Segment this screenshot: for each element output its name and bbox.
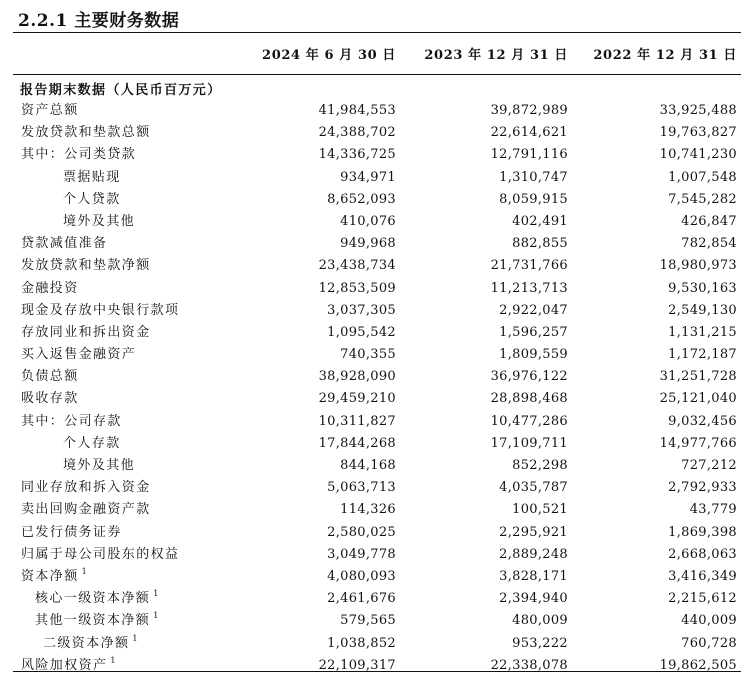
row-value-col-2: 882,855 (512, 236, 568, 252)
footnote-marker: 1 (153, 589, 159, 599)
table-row (13, 211, 741, 233)
table-row (13, 499, 741, 521)
row-label (21, 366, 79, 388)
row-value-col-2: 953,222 (512, 635, 568, 651)
row-label-text: 归属于母公司股东的权益 (21, 546, 180, 562)
row-value-col-1: 2,580,025 (327, 524, 396, 540)
row-value-col-1: 579,565 (340, 613, 396, 629)
table-row (13, 633, 741, 655)
row-value-col-1: 114,326 (340, 502, 396, 518)
row-label-text: 核心一级资本净额 (35, 591, 151, 607)
row-label (21, 233, 107, 255)
table-bottom-rule (13, 671, 741, 672)
row-value-col-3: 25,121,040 (659, 391, 737, 407)
row-value-col-2: 10,477,286 (490, 413, 568, 429)
row-label (21, 411, 122, 433)
table-row (13, 278, 741, 300)
row-value-col-1: 934,971 (340, 169, 396, 185)
row-value-col-3: 19,862,505 (659, 657, 737, 673)
table-row (13, 100, 741, 122)
row-value-col-1: 1,095,542 (327, 324, 396, 340)
row-label (21, 522, 122, 544)
row-value-col-2: 2,394,940 (499, 591, 568, 607)
row-label (21, 388, 79, 410)
table-row (13, 588, 741, 610)
row-label-text: 其中：公司类贷款 (21, 147, 137, 163)
row-value-col-2: 852,298 (512, 458, 568, 473)
table-top-rule (13, 32, 741, 33)
table-row (13, 122, 741, 144)
row-value-col-2: 1,596,257 (499, 324, 568, 340)
row-value-col-3: 1,007,548 (668, 169, 737, 185)
row-label-text: 境外及其他 (63, 458, 136, 473)
row-value-col-3: 2,668,063 (668, 546, 737, 562)
row-value-col-1: 17,844,268 (318, 435, 396, 451)
row-value-col-1: 844,168 (340, 458, 396, 473)
row-value-col-3: 3,416,349 (668, 568, 737, 584)
table-row (13, 144, 741, 166)
row-label-text: 贷款减值准备 (21, 236, 108, 252)
row-value-col-3: 1,172,187 (668, 347, 737, 363)
row-value-col-1: 1,038,852 (327, 635, 396, 651)
row-value-col-2: 22,338,078 (490, 657, 568, 673)
row-label (21, 278, 79, 300)
footnote-marker: 1 (110, 655, 116, 665)
row-label-text: 买入返售金融资产 (21, 347, 137, 363)
table-row (13, 233, 741, 255)
section-heading: 报告期末数据（人民币百万元） (20, 83, 222, 98)
row-value-col-1: 8,652,093 (327, 191, 396, 207)
row-label-text: 其他一级资本净额 (35, 613, 151, 629)
row-value-col-1: 29,459,210 (318, 391, 396, 407)
table-row (13, 544, 741, 566)
row-value-col-2: 480,009 (512, 613, 568, 629)
row-label-text: 存放同业和拆出资金 (21, 324, 151, 340)
row-value-col-3: 7,545,282 (668, 191, 737, 207)
row-value-col-1: 3,049,778 (327, 546, 396, 562)
row-value-col-2: 12,791,116 (490, 147, 568, 163)
footnote-marker: 1 (153, 611, 159, 621)
row-label (63, 167, 121, 189)
row-value-col-1: 4,080,093 (327, 568, 396, 584)
row-label-text: 资本净额 (21, 568, 79, 584)
row-label-text: 吸收存款 (21, 391, 79, 407)
row-label (21, 122, 151, 144)
row-value-col-3: 14,977,766 (659, 435, 737, 451)
row-value-col-2: 4,035,787 (499, 480, 568, 496)
table-row (13, 522, 741, 544)
row-value-col-1: 14,336,725 (318, 147, 396, 163)
column-header-2024-06-30: 2024 年 6 月 30 日 (262, 48, 396, 63)
row-value-col-2: 39,872,989 (490, 103, 568, 118)
row-label-text: 票据贴现 (63, 169, 121, 185)
row-value-col-3: 2,215,612 (668, 591, 737, 607)
row-label (21, 322, 151, 344)
row-value-col-3: 2,549,130 (668, 302, 737, 318)
row-label (63, 433, 121, 455)
row-label-text: 资产总额 (21, 103, 79, 118)
row-value-col-2: 402,491 (512, 213, 568, 229)
row-label-text: 卖出回购金融资产款 (21, 502, 151, 518)
row-value-col-2: 36,976,122 (490, 369, 568, 385)
row-value-col-2: 17,109,711 (490, 435, 568, 451)
table-row (13, 411, 741, 433)
row-value-col-1: 12,853,509 (318, 280, 396, 296)
table-row (13, 566, 741, 588)
row-value-col-2: 1,809,559 (499, 347, 568, 363)
row-value-col-1: 949,968 (340, 236, 396, 252)
row-value-col-3: 43,779 (689, 502, 737, 518)
page-title: 2.2.1 主要财务数据 (18, 11, 180, 31)
table-row (13, 255, 741, 277)
row-value-col-2: 100,521 (512, 502, 568, 518)
row-value-col-1: 10,311,827 (318, 413, 396, 429)
footnote-marker: 1 (81, 566, 87, 576)
row-label (35, 588, 158, 610)
row-value-col-3: 19,763,827 (659, 125, 737, 141)
column-header-2023-12-31: 2023 年 12 月 31 日 (424, 48, 568, 63)
row-value-col-1: 23,438,734 (318, 258, 396, 274)
row-value-col-2: 21,731,766 (490, 258, 568, 274)
row-value-col-3: 33,925,488 (659, 103, 737, 118)
table-row (13, 610, 741, 632)
footnote-marker: 1 (132, 633, 138, 643)
row-label (21, 499, 151, 521)
row-value-col-2: 11,213,713 (490, 280, 568, 296)
row-label (63, 211, 135, 233)
row-label-text: 个人存款 (63, 435, 121, 451)
row-value-col-3: 2,792,933 (668, 480, 737, 496)
row-label-text: 境外及其他 (63, 213, 136, 229)
row-label-text: 现金及存放中央银行款项 (21, 302, 180, 318)
row-value-col-3: 9,032,456 (668, 413, 737, 429)
row-value-col-3: 426,847 (681, 213, 737, 229)
row-label-text: 负债总额 (21, 369, 79, 385)
table-row (13, 322, 741, 344)
table-row (13, 477, 741, 499)
row-label-text: 发放贷款和垫款总额 (21, 125, 151, 141)
row-label (21, 477, 151, 499)
table-header (13, 38, 741, 72)
row-value-col-3: 10,741,230 (659, 147, 737, 163)
row-value-col-1: 41,984,553 (318, 103, 396, 118)
row-value-col-3: 18,980,973 (659, 258, 737, 274)
row-value-col-1: 5,063,713 (327, 480, 396, 496)
row-value-col-3: 31,251,728 (659, 369, 737, 385)
row-label (35, 610, 158, 632)
row-label-text: 发放贷款和垫款净额 (21, 258, 151, 274)
table-row (13, 366, 741, 388)
row-value-col-2: 22,614,621 (490, 125, 568, 141)
row-value-col-3: 440,009 (681, 613, 737, 629)
column-header-2022-12-31: 2022 年 12 月 31 日 (593, 48, 737, 63)
row-label-text: 金融投资 (21, 280, 79, 296)
financial-data-table-body (13, 100, 741, 677)
row-value-col-3: 727,212 (681, 458, 737, 473)
row-value-col-2: 1,310,747 (499, 169, 568, 185)
row-value-col-2: 3,828,171 (499, 568, 568, 584)
table-row (13, 300, 741, 322)
table-row (13, 189, 741, 211)
row-value-col-3: 760,728 (681, 635, 737, 651)
row-label-text: 同业存放和拆入资金 (21, 480, 151, 496)
row-value-col-2: 2,295,921 (499, 524, 568, 540)
row-label (21, 544, 179, 566)
row-label (21, 100, 79, 122)
row-value-col-1: 38,928,090 (318, 369, 396, 385)
row-label-text: 风险加权资产 (21, 657, 108, 673)
row-label (43, 633, 138, 655)
row-value-col-2: 2,889,248 (499, 546, 568, 562)
row-label (21, 566, 87, 588)
row-label-text: 其中：公司存款 (21, 413, 122, 429)
row-value-col-3: 1,131,215 (668, 324, 737, 340)
row-label (21, 255, 151, 277)
row-value-col-1: 2,461,676 (327, 591, 396, 607)
row-value-col-1: 740,355 (340, 347, 396, 363)
table-row (13, 388, 741, 410)
row-label-text: 已发行债务证券 (21, 524, 122, 540)
row-value-col-2: 2,922,047 (499, 302, 568, 318)
row-value-col-1: 22,109,317 (318, 657, 396, 673)
table-row (13, 433, 741, 455)
table-row (13, 455, 741, 477)
row-value-col-1: 3,037,305 (327, 302, 396, 318)
row-value-col-3: 9,530,163 (668, 280, 737, 296)
row-label (21, 144, 136, 166)
row-value-col-3: 782,854 (681, 236, 737, 252)
row-value-col-2: 28,898,468 (490, 391, 568, 407)
row-value-col-2: 8,059,915 (499, 191, 568, 207)
row-label (21, 300, 179, 322)
table-row (13, 167, 741, 189)
row-label (63, 455, 135, 477)
row-label (63, 189, 121, 211)
row-value-col-1: 410,076 (340, 213, 396, 229)
row-label-text: 个人贷款 (63, 191, 121, 207)
row-label-text: 二级资本净额 (43, 635, 130, 651)
table-header-rule (13, 74, 741, 75)
row-label (21, 344, 136, 366)
row-value-col-1: 24,388,702 (318, 125, 396, 141)
row-value-col-3: 1,869,398 (668, 524, 737, 540)
table-row (13, 344, 741, 366)
